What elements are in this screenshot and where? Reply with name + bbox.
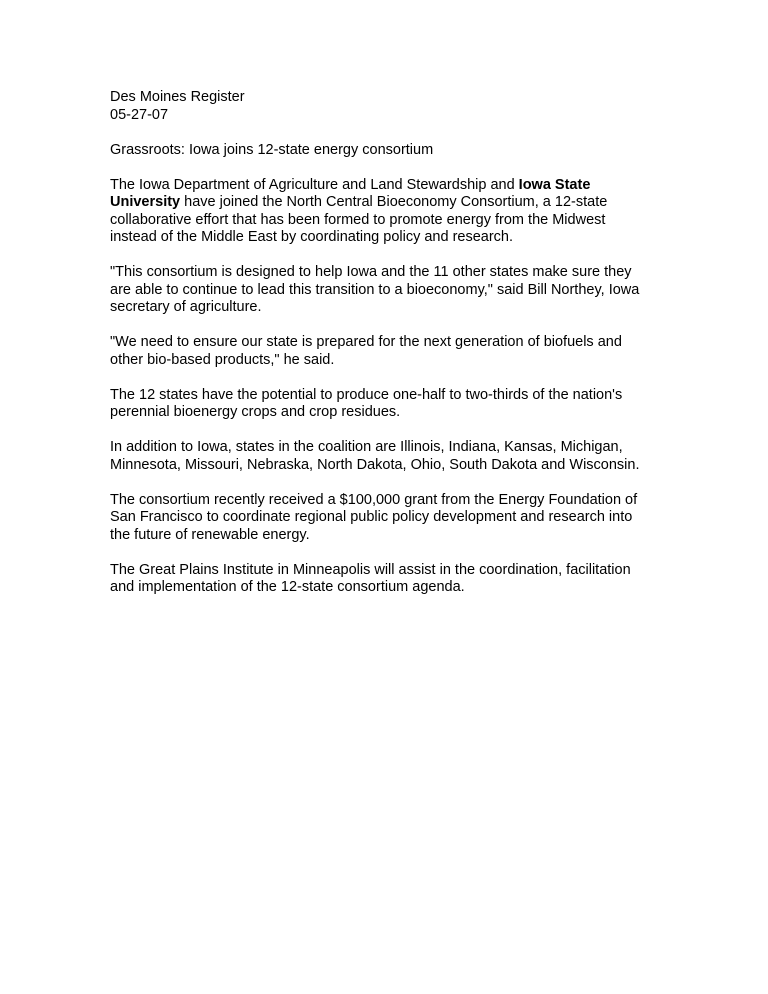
paragraph-1-text-start: The Iowa Department of Agriculture and Land Stewardship and (110, 176, 519, 193)
paragraph-5: In addition to Iowa, states in the coalition are Illinois, Indiana, Kansas, Michigan, Minnesota, Missouri, Nebraska, North Dakota, Ohio, South Dakota and Wisconsin. (110, 439, 640, 473)
headline: Grassroots: Iowa joins 12-state energy consortium (110, 141, 434, 158)
university-name: Iowa State University (110, 176, 591, 210)
source-block (110, 89, 650, 124)
publication-name: Des Moines Register (110, 89, 245, 105)
paragraph-6: The consortium recently received a $100,000 grant from the Energy Foundation of San Francisco to coordinate regional public policy development and research into the future of renewable energy. (110, 491, 638, 543)
paragraph-1 (110, 177, 650, 247)
paragraph-1-text-end: have joined the North Central Bioeconomy Consortium, a 12-state collaborative effort that has been formed to promote energy from the Midwest instead of the Middle East by coordinating policy and research. (110, 194, 608, 245)
paragraph-4: The 12 states have the potential to produce one-half to two-thirds of the nation's perennial bioenergy crops and crop residues. (110, 386, 623, 420)
paragraph-7: The Great Plains Institute in Minneapolis will assist in the coordination, facilitation and implementation of the 12-state consortium agenda. (110, 561, 631, 595)
paragraph-3: "We need to ensure our state is prepared for the next generation of biofuels and other bio-based products," he said. (110, 334, 622, 368)
document-page (110, 89, 650, 614)
publication-date: 05-27-07 (110, 106, 169, 123)
paragraph-2: "This consortium is designed to help Iowa and the 11 other states make sure they are able to continue to lead this transition to a bioeconomy," said Bill Northey, Iowa secretary of agriculture. (110, 264, 640, 315)
